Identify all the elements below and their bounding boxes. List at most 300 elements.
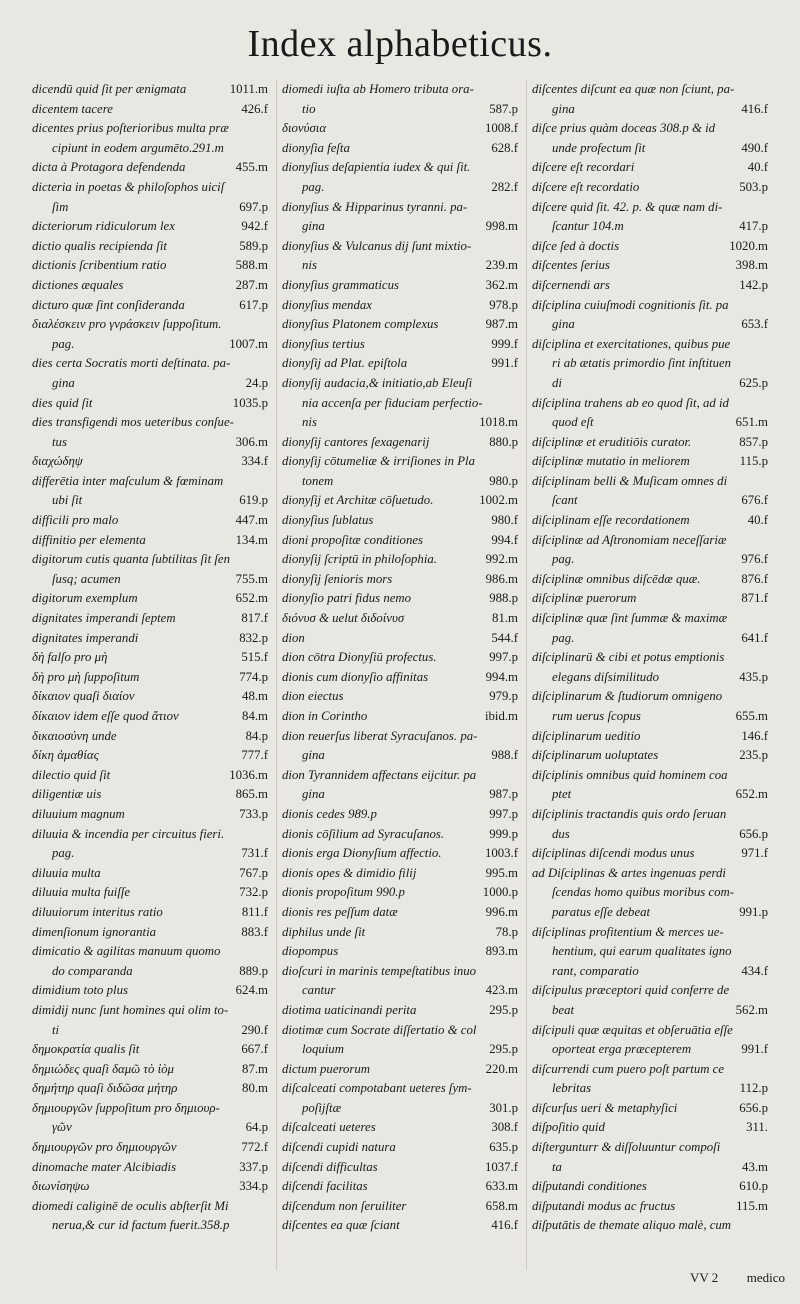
entry-text: dies quid ſit: [32, 395, 93, 410]
index-entry: [32, 100, 268, 120]
index-entry: [282, 1118, 518, 1138]
entry-page-ref: 777.f: [241, 748, 268, 763]
entry-page-ref: 995.m: [485, 865, 518, 880]
entry-page-ref: 115.m: [736, 1198, 768, 1213]
index-entry: [282, 923, 518, 943]
index-entry: [532, 1118, 768, 1138]
index-entry: [282, 609, 518, 629]
entry-page-ref: 817.f: [241, 611, 268, 626]
entry-page-ref: 976.f: [741, 552, 768, 567]
entry-page-ref: 997.p: [489, 650, 518, 665]
entry-text: diſcendi difficultas: [282, 1159, 378, 1174]
index-entry: [32, 158, 268, 178]
index-entry: [282, 198, 518, 218]
index-entry: [282, 570, 518, 590]
entry-text: diſciplinarum ueditio: [532, 728, 641, 743]
entry-text: diligentiæ uis: [32, 787, 102, 802]
entry-text: diſciplinarū & cibi et potus emptionis: [532, 650, 725, 665]
entry-page-ref: 306.m: [235, 434, 268, 449]
entry-text: δὴ pro μὴ ſuppoſitum: [32, 669, 140, 684]
entry-page-ref: 656.p: [739, 1100, 768, 1115]
index-entry: [532, 531, 768, 551]
entry-text: unde profectum ſit: [552, 140, 646, 155]
entry-page-ref: 1036.m: [229, 767, 268, 782]
entry-text: tus: [52, 434, 67, 449]
index-entry: [32, 844, 268, 864]
index-entry: [532, 315, 768, 335]
entry-page-ref: 290.f: [241, 1022, 268, 1037]
entry-text: dion: [282, 630, 305, 645]
index-entry: [532, 178, 768, 198]
entry-text: dionyſij et Architæ cōſuetudo.: [282, 493, 434, 508]
index-entry: [32, 335, 268, 355]
entry-page-ref: 610.p: [739, 1179, 768, 1194]
entry-text: δίκαιον idem eſſe quod ἄτιον: [32, 709, 179, 723]
entry-text: δικαιοσύνη unde: [32, 728, 117, 743]
entry-text: diſciplina cuiuſmodi cognitionis ſit. pa: [532, 297, 729, 312]
entry-page-ref: 398.m: [735, 258, 768, 273]
index-entry: [282, 981, 518, 1001]
index-entry: [282, 178, 518, 198]
entry-page-ref: 774.p: [239, 669, 268, 684]
entry-text: δημιουργῶν pro δημιουργῶν: [32, 1140, 177, 1155]
index-entry: [282, 1216, 518, 1236]
entry-text: poſijſtæ: [302, 1100, 342, 1115]
entry-text: dignitates imperandi ſeptem: [32, 611, 176, 626]
entry-text: beat: [552, 1002, 575, 1017]
entry-text: difficili pro malo: [32, 513, 119, 528]
entry-text: dionyſia feſta: [282, 140, 350, 155]
entry-text: dicentes prius poſterioribus multa præ: [32, 121, 229, 136]
entry-text: diſcendi facilitas: [282, 1179, 368, 1194]
entry-text: dies certa Socratis morti deſtinata. pa-: [32, 356, 231, 371]
entry-text: dioni propoſitæ conditiones: [282, 532, 424, 547]
index-entry: [282, 119, 518, 139]
index-entry: [32, 746, 268, 766]
entry-text: diſcipuli quæ æquitas et obſeruātia eſſe: [532, 1022, 733, 1037]
index-entry: [532, 1138, 768, 1158]
index-entry: [32, 923, 268, 943]
entry-text: diſcere quid ſit. 42. p. & quæ nam di-: [532, 199, 723, 214]
index-entry: [532, 217, 768, 237]
entry-page-ref: 857.p: [739, 434, 768, 449]
entry-page-ref: 81.m: [492, 611, 518, 626]
entry-page-ref: 115.p: [739, 454, 768, 469]
entry-text: dictio qualis recipienda ſit: [32, 238, 167, 253]
entry-text: ubi ſit: [52, 493, 83, 508]
entry-text: diſciplina trahens ab eo quod ſit, ad id: [532, 395, 729, 410]
index-entry: [532, 1197, 768, 1217]
entry-page-ref: 651.m: [735, 415, 768, 430]
entry-text: pag.: [52, 336, 75, 351]
entry-page-ref: 880.p: [489, 434, 518, 449]
entry-page-ref: 733.p: [239, 806, 268, 821]
entry-page-ref: 588.m: [235, 258, 268, 273]
entry-text: pag.: [52, 846, 75, 861]
entry-text: diſpoſitio quid: [532, 1120, 605, 1135]
entry-text: δίκη ἀμαθίας: [32, 748, 99, 763]
entry-text: δημιουργῶν ſuppoſitum pro δημιουρ-: [32, 1100, 220, 1115]
entry-text: diſcurſus ueri & metaphyſici: [532, 1100, 678, 1115]
entry-text: diotimæ cum Socrate diſſertatio & col: [282, 1022, 477, 1037]
entry-page-ref: 235.p: [739, 748, 768, 763]
index-entry: [532, 668, 768, 688]
index-column-2: [282, 80, 518, 1236]
index-entry: [32, 981, 268, 1001]
entry-text: diſce ſed à doctis: [532, 238, 620, 253]
entry-page-ref: 24.p: [245, 375, 268, 390]
entry-page-ref: 334.f: [241, 454, 268, 469]
index-entry: [532, 1060, 768, 1080]
index-entry: [32, 276, 268, 296]
entry-page-ref: 994.f: [491, 532, 518, 547]
entry-page-ref: 80.m: [242, 1081, 268, 1096]
entry-text: pag.: [302, 179, 325, 194]
entry-text: dicteria in poetas & philoſophos uiciſ: [32, 179, 225, 194]
entry-text: dionyſij cōtumeliæ & irriſiones in Pla: [282, 454, 476, 469]
entry-text: δὴ falſo pro μὴ: [32, 650, 108, 665]
entry-page-ref: 1003.f: [484, 846, 518, 861]
entry-text: nis: [302, 258, 317, 273]
entry-text: dion Tyrannidem affectans eijcitur. pa: [282, 767, 477, 782]
index-entry: [282, 629, 518, 649]
index-entry: [282, 550, 518, 570]
entry-page-ref: 301.p: [489, 1100, 518, 1115]
index-entry: [532, 609, 768, 629]
entry-text: ta: [552, 1159, 562, 1174]
entry-page-ref: 515.f: [241, 650, 268, 665]
index-entry: [282, 511, 518, 531]
entry-text: diſciplinis omnibus quid hominem coa: [532, 767, 728, 782]
entry-text: diomedi iuſta ab Homero tributa ora-: [282, 82, 474, 96]
index-entry: [282, 374, 518, 394]
index-entry: [532, 1040, 768, 1060]
index-entry: [32, 139, 268, 159]
entry-text: dicendū quid ſit per ænigmata: [32, 82, 187, 96]
entry-page-ref: 87.m: [242, 1061, 268, 1076]
entry-text: dignitates imperandi: [32, 630, 139, 645]
index-entry: [282, 1001, 518, 1021]
entry-text: διαχώδηψ: [32, 454, 83, 469]
column-divider: [276, 80, 277, 1270]
entry-page-ref: 587.p: [489, 101, 518, 116]
entry-text: diluuia & incendia per circuitus fieri.: [32, 826, 225, 841]
entry-page-ref: 435.p: [739, 669, 768, 684]
entry-page-ref: 987.m: [485, 317, 518, 332]
entry-text: dies transfigendi mos ueteribus conſue-: [32, 415, 234, 430]
entry-text: δίκαιον quaſi διαίον: [32, 689, 135, 704]
index-entry: [32, 315, 268, 335]
index-entry: [282, 256, 518, 276]
index-entry: [282, 746, 518, 766]
entry-page-ref: 295.p: [489, 1002, 518, 1017]
index-entry: [282, 727, 518, 747]
entry-text: diopompus: [282, 944, 339, 959]
entry-text: dimidium toto plus: [32, 983, 128, 998]
catchword: medico: [746, 1270, 786, 1285]
entry-page-ref: 1002.m: [479, 493, 518, 508]
entry-page-ref: 656.p: [739, 826, 768, 841]
entry-page-ref: 48.m: [242, 689, 268, 704]
entry-text: do comparanda: [52, 963, 133, 978]
index-entry: [532, 903, 768, 923]
index-entry: [282, 864, 518, 884]
entry-text: diſtergunturr & diſſoluuntur compoſi: [532, 1140, 721, 1155]
entry-page-ref: 676.f: [741, 493, 768, 508]
index-entry: [32, 609, 268, 629]
entry-text: dionyſij ſcriptū in philoſophia.: [282, 552, 437, 567]
entry-text: dion in Corintho: [282, 709, 368, 723]
entry-page-ref: 979.p: [489, 689, 518, 704]
entry-text: diſciplinæ omnibus diſcēdæ quæ.: [532, 571, 701, 586]
page-footer: [690, 1270, 785, 1286]
index-entry: [532, 472, 768, 492]
index-entry: [32, 1079, 268, 1099]
entry-text: διωνίσηψω: [32, 1179, 90, 1194]
entry-page-ref: 308.f: [491, 1120, 518, 1135]
entry-text: dionyſij ſenioris mors: [282, 571, 393, 586]
entry-page-ref: 1035.p: [232, 395, 268, 410]
index-entry: [282, 707, 518, 727]
index-entry: [32, 198, 268, 218]
index-column-1: [32, 80, 268, 1236]
index-entry: [532, 942, 768, 962]
entry-page-ref: 1008.f: [484, 121, 518, 136]
entry-text: dionyſius deſapientia iudex & qui ſit.: [282, 160, 471, 175]
entry-page-ref: 658.m: [485, 1198, 518, 1213]
index-entry: [532, 923, 768, 943]
entry-text: dicturo quæ ſint conſideranda: [32, 297, 185, 312]
entry-text: rant, comparatio: [552, 963, 639, 978]
entry-text: dionyſij audacia,& initiatio,ab Eleuſi: [282, 375, 473, 390]
index-column-3: [532, 80, 768, 1236]
entry-page-ref: 667.f: [241, 1042, 268, 1057]
entry-text: δημοκρατία qualis ſit: [32, 1042, 140, 1057]
index-entry: [282, 668, 518, 688]
index-entry: [532, 825, 768, 845]
index-entry: [32, 1118, 268, 1138]
index-entry: [532, 883, 768, 903]
entry-text: quod eſt: [552, 415, 594, 430]
index-entry: [532, 335, 768, 355]
entry-text: gina: [52, 375, 75, 390]
entry-text: dionyſio patri fidus nemo: [282, 591, 412, 606]
entry-text: dinomache mater Alcibiadis: [32, 1159, 177, 1174]
entry-page-ref: 447.m: [235, 513, 268, 528]
index-entry: [532, 570, 768, 590]
entry-text: elegans diſsimilitudo: [552, 669, 659, 684]
entry-text: dioſcuri in marinis tempeſtatibus inuo: [282, 963, 477, 978]
entry-text: dicta à Protagora defendenda: [32, 160, 186, 175]
index-entry: [32, 805, 268, 825]
entry-page-ref: 84.m: [242, 709, 268, 723]
index-entry: [532, 158, 768, 178]
index-entry: [282, 903, 518, 923]
entry-text: diſcentes ea quæ ſciant: [282, 1218, 400, 1233]
entry-text: diluuium magnum: [32, 806, 125, 821]
entry-text: diſciplinam eſſe recordationem: [532, 513, 690, 528]
entry-page-ref: 811.f: [241, 904, 268, 919]
index-entry: [532, 727, 768, 747]
index-entry: [532, 550, 768, 570]
entry-text: diluuia multa fuiſſe: [32, 885, 131, 900]
index-entry: [532, 1099, 768, 1119]
entry-page-ref: 731.f: [241, 846, 268, 861]
entry-page-ref: 490.f: [741, 140, 768, 155]
index-entry: [282, 139, 518, 159]
index-entry: [32, 413, 268, 433]
entry-page-ref: 40.f: [747, 513, 768, 528]
entry-page-ref: 1000.p: [482, 885, 518, 900]
entry-text: ſcantur 104.m: [552, 219, 624, 234]
entry-text: diſcentes ſerius: [532, 258, 610, 273]
index-entry: [32, 217, 268, 237]
entry-text: nia accenſa per fiduciam perfectio-: [302, 395, 483, 410]
entry-text: diſce prius quàm doceas 308.p & id: [532, 121, 716, 136]
entry-text: diſciplina et exercitationes, quibus pue: [532, 336, 731, 351]
index-entry: [532, 1079, 768, 1099]
entry-text: dion eiectus: [282, 689, 344, 704]
entry-text: dictum puerorum: [282, 1061, 371, 1076]
index-entry: [32, 1021, 268, 1041]
index-entry: [532, 1177, 768, 1197]
entry-page-ref: 980.p: [489, 473, 518, 488]
index-entry: [32, 1177, 268, 1197]
entry-page-ref: 655.m: [735, 709, 768, 723]
index-entry: [532, 374, 768, 394]
entry-page-ref: 889.p: [239, 963, 268, 978]
entry-text: gina: [302, 748, 325, 763]
entry-text: dicentem tacere: [32, 101, 113, 116]
index-entry: [532, 511, 768, 531]
index-entry: [532, 296, 768, 316]
index-entry: [282, 394, 518, 414]
entry-text: dionyſius ſublatus: [282, 513, 374, 528]
entry-text: dionis erga Dionyſium affectio.: [282, 846, 442, 861]
entry-text: diſcalceati ueteres: [282, 1120, 376, 1135]
entry-page-ref: 503.p: [739, 179, 768, 194]
entry-page-ref: 998.m: [485, 219, 518, 234]
entry-text: dionyſius & Vulcanus dij ſunt mixtio-: [282, 238, 472, 253]
entry-text: pag.: [552, 552, 575, 567]
signature-mark: VV 2: [690, 1270, 719, 1285]
entry-text: digitorum exemplum: [32, 591, 138, 606]
entry-text: ſcant: [552, 493, 578, 508]
entry-page-ref: 134.m: [235, 532, 268, 547]
index-entry: [532, 1158, 768, 1178]
entry-page-ref: 311.: [746, 1120, 768, 1135]
index-entry: [532, 746, 768, 766]
index-entry: [32, 433, 268, 453]
index-entry: [532, 844, 768, 864]
entry-page-ref: 871.f: [741, 591, 768, 606]
entry-page-ref: 991.f: [491, 356, 518, 371]
entry-text: ſcendas homo quibus moribus com-: [552, 885, 734, 900]
entry-text: hentium, qui earum qualitates igno: [552, 944, 732, 959]
index-entry: [32, 296, 268, 316]
entry-text: di: [552, 375, 562, 390]
entry-page-ref: 619.p: [239, 493, 268, 508]
entry-page-ref: 64.p: [245, 1120, 268, 1135]
entry-page-ref: 40.f: [747, 160, 768, 175]
index-entry: [32, 1099, 268, 1119]
index-entry: [532, 1021, 768, 1041]
entry-page-ref: 1007.m: [229, 336, 268, 351]
entry-text: diſcendum non ſeruiliter: [282, 1198, 407, 1213]
entry-text: tio: [302, 101, 316, 116]
index-entry: [532, 100, 768, 120]
entry-text: diſciplinas profitentium & merces ue-: [532, 924, 724, 939]
entry-page-ref: 416.f: [741, 101, 768, 116]
entry-page-ref: 146.f: [741, 728, 768, 743]
entry-text: diſputandi modus ac fructus: [532, 1198, 676, 1213]
index-entry: [532, 981, 768, 1001]
entry-page-ref: 832.p: [239, 630, 268, 645]
index-entry: [532, 1001, 768, 1021]
entry-text: dimidij nunc ſunt homines qui olim to-: [32, 1002, 229, 1017]
index-entry: [32, 178, 268, 198]
index-entry: [32, 452, 268, 472]
entry-page-ref: 434.f: [741, 963, 768, 978]
index-entry: [532, 785, 768, 805]
index-entry: [532, 962, 768, 982]
entry-text: paratus eſſe debeat: [552, 904, 651, 919]
entry-text: dionyſij cantores ſexagenarij: [282, 434, 430, 449]
index-entry: [532, 589, 768, 609]
entry-text: dionyſius Platonem complexus: [282, 317, 439, 332]
entry-text: ſusq; acumen: [52, 571, 121, 586]
entry-text: dionis opes & dimidio filij: [282, 865, 417, 880]
index-entry: [32, 374, 268, 394]
entry-text: diſputandi conditiones: [532, 1179, 647, 1194]
entry-text: dionis cum dionyſio affinitas: [282, 669, 429, 684]
entry-text: diſciplinarum uoluptates: [532, 748, 659, 763]
entry-text: nis: [302, 415, 317, 430]
entry-page-ref: 991.p: [739, 904, 768, 919]
index-entry: [32, 394, 268, 414]
index-entry: [32, 766, 268, 786]
entry-page-ref: 562.m: [735, 1002, 768, 1017]
entry-text: dimenſionum ignorantia: [32, 924, 157, 939]
entry-text: gina: [552, 317, 575, 332]
entry-page-ref: 732.p: [239, 885, 268, 900]
entry-page-ref: 282.f: [491, 179, 518, 194]
index-entry: [32, 550, 268, 570]
index-entry: [32, 1197, 268, 1217]
entry-text: dionis propoſitum 990.p: [282, 885, 405, 900]
entry-text: dionyſij ad Plat. epiſtola: [282, 356, 408, 371]
entry-text: dionyſius & Hipparinus tyranni. pa-: [282, 199, 468, 214]
index-entry: [282, 315, 518, 335]
entry-page-ref: 544.f: [491, 630, 518, 645]
entry-page-ref: 883.f: [241, 924, 268, 939]
entry-text: lebritas: [552, 1081, 592, 1096]
index-entry: [282, 1177, 518, 1197]
entry-text: dionyſius grammaticus: [282, 277, 399, 292]
entry-text: dionis cedes 989.p: [282, 806, 377, 821]
entry-page-ref: 992.m: [485, 552, 518, 567]
entry-page-ref: 652.m: [735, 787, 768, 802]
entry-text: dionis cōſilium ad Syracuſanos.: [282, 826, 445, 841]
entry-text: διόνυσ & uelut διδοίνυσ: [282, 611, 405, 626]
index-entry: [532, 276, 768, 296]
index-entry: [532, 237, 768, 257]
entry-text: diſciplinæ mutatio in meliorem: [532, 454, 690, 469]
entry-page-ref: 767.p: [239, 865, 268, 880]
column-divider: [526, 80, 527, 1270]
index-entry: [32, 531, 268, 551]
index-entry: [532, 413, 768, 433]
